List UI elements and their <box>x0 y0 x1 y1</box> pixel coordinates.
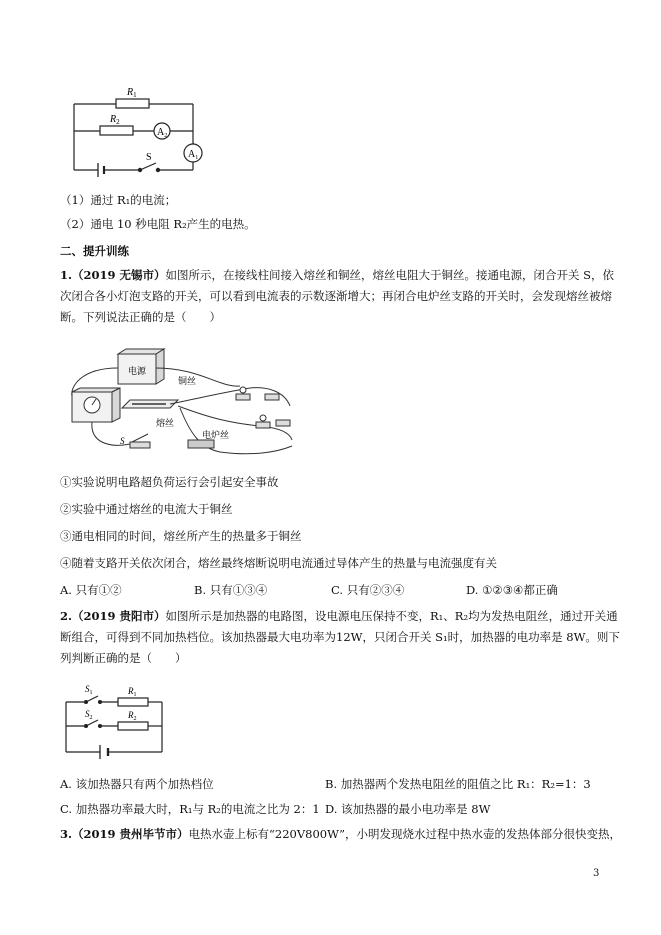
a1-label: A <box>188 149 196 160</box>
label-copper: 铜丝 <box>178 376 197 386</box>
resistor-r1-circuit2 <box>118 698 148 706</box>
p1-option-a: A. 只有①② <box>60 583 122 597</box>
svg-text:S1 <box>85 684 93 696</box>
svg-text:R1 <box>127 686 137 698</box>
battery-symbol <box>98 163 104 177</box>
problem-2-source: （2019 贵阳市） <box>72 609 166 623</box>
prev-question-1: （1）通过 R₁的电流； <box>60 193 177 207</box>
a2-sub: 2 <box>164 133 168 139</box>
switch-symbol <box>138 163 159 172</box>
statement-2: ②实验中通过熔丝的电流大于铜丝 <box>60 502 233 516</box>
problem-1-text <box>60 265 620 328</box>
label-power: 电源 <box>128 366 147 376</box>
label-stove: 电炉丝 <box>202 430 230 440</box>
s1-sub: 1 <box>89 690 93 696</box>
problem-3-body: 电热水壶上标有“220V800W”，小明发现烧水过程中热水壶的发热体部分很快变热， <box>188 827 622 841</box>
problem-3-source: （2019 贵州毕节市） <box>72 827 189 841</box>
statement-1: ①实验说明电路超负荷运行会引起安全事故 <box>60 475 279 489</box>
prev-question-2: （2）通电 10 秒电阻 R₂产生的电热。 <box>60 217 256 231</box>
problem-1-number: 1. <box>60 268 73 282</box>
r2-label-circuit2: R <box>128 710 134 720</box>
switch-s1 <box>85 696 102 704</box>
battery-symbol-circuit2 <box>100 745 108 759</box>
s2-label: S <box>85 709 90 719</box>
svg-text:R1 <box>126 87 137 99</box>
r1-sub: 1 <box>133 91 137 99</box>
statement-3: ③通电相同的时间，熔丝所产生的热量多于铜丝 <box>60 529 302 543</box>
problem-1-body: 如图所示，在接线柱间接入熔丝和铜丝，熔丝电阻大于铜丝。接通电源，闭合开关 S，依次闭合各小灯泡支路的开关，可以看到电流表的示数逐渐增大；再闭合电炉丝支路的开关时，会发现熔丝被熔断。下列说法正确的是（ ） <box>60 268 615 324</box>
p2-option-a: A. 该加热器只有两个加热档位 <box>60 777 214 791</box>
p1-option-d: D. ①②③④都正确 <box>466 583 558 597</box>
section-title: 二、提升训练 <box>60 244 129 258</box>
problem-3-number: 3. <box>60 827 73 841</box>
svg-text:S2 <box>85 709 93 721</box>
p2-option-c: C. 加热器功率最大时，R₁与 R₂的电流之比为 2：1 <box>60 802 320 816</box>
resistor-r2-circuit2 <box>118 722 148 730</box>
resistor-r1 <box>116 99 149 108</box>
circuit-diagram-1 <box>60 80 220 180</box>
switch-label: S <box>146 152 152 163</box>
label-switch: S <box>120 436 125 446</box>
r2-label: R <box>110 114 117 125</box>
s1-label: S <box>85 684 90 694</box>
r1-sub-circuit2: 1 <box>133 692 137 698</box>
problem-2-body: 如图所示是加热器的电路图，设电源电压保持不变，R₁、R₂均为发热电阻丝，通过开关通断组合，可得到不同加热档位。该加热器最大电功率为12W，只闭合开关 S₁时，加热器的电功率是 8W。则下列判断正确的是（ ） <box>60 609 620 665</box>
page-number: 3 <box>593 868 600 879</box>
svg-text:R2 <box>109 114 120 126</box>
circuit-diagram-2 <box>60 680 170 762</box>
switch-s2 <box>85 720 102 728</box>
s2-sub: 2 <box>89 715 93 721</box>
resistor-r2 <box>100 126 133 135</box>
statement-4: ④随着支路开关依次闭合，熔丝最终熔断说明电流通过导体产生的热量与电流强度有关 <box>60 556 497 570</box>
problem-1-source: （2019 无锡市） <box>72 268 166 282</box>
r2-sub: 2 <box>116 118 120 126</box>
p2-option-b: B. 加热器两个发热电阻丝的阻值之比 R₁：R₂=1：3 <box>325 777 591 791</box>
r1-label: R <box>127 87 134 98</box>
a1-sub: 1 <box>195 155 199 161</box>
p1-option-b: B. 只有①③④ <box>194 583 268 597</box>
r2-sub-circuit2: 2 <box>133 716 137 722</box>
a2-label: A <box>157 127 165 138</box>
p1-option-c: C. 只有②③④ <box>331 583 405 597</box>
problem-2-text <box>60 606 620 669</box>
apparatus-figure <box>60 348 300 466</box>
problem-3-text <box>60 826 621 842</box>
p2-option-d: D. 该加热器的最小电功率是 8W <box>325 802 491 816</box>
problem-2-number: 2. <box>60 609 73 623</box>
svg-text:R2 <box>127 710 137 722</box>
r1-label-circuit2: R <box>128 686 134 696</box>
label-fuse: 熔丝 <box>156 418 175 428</box>
